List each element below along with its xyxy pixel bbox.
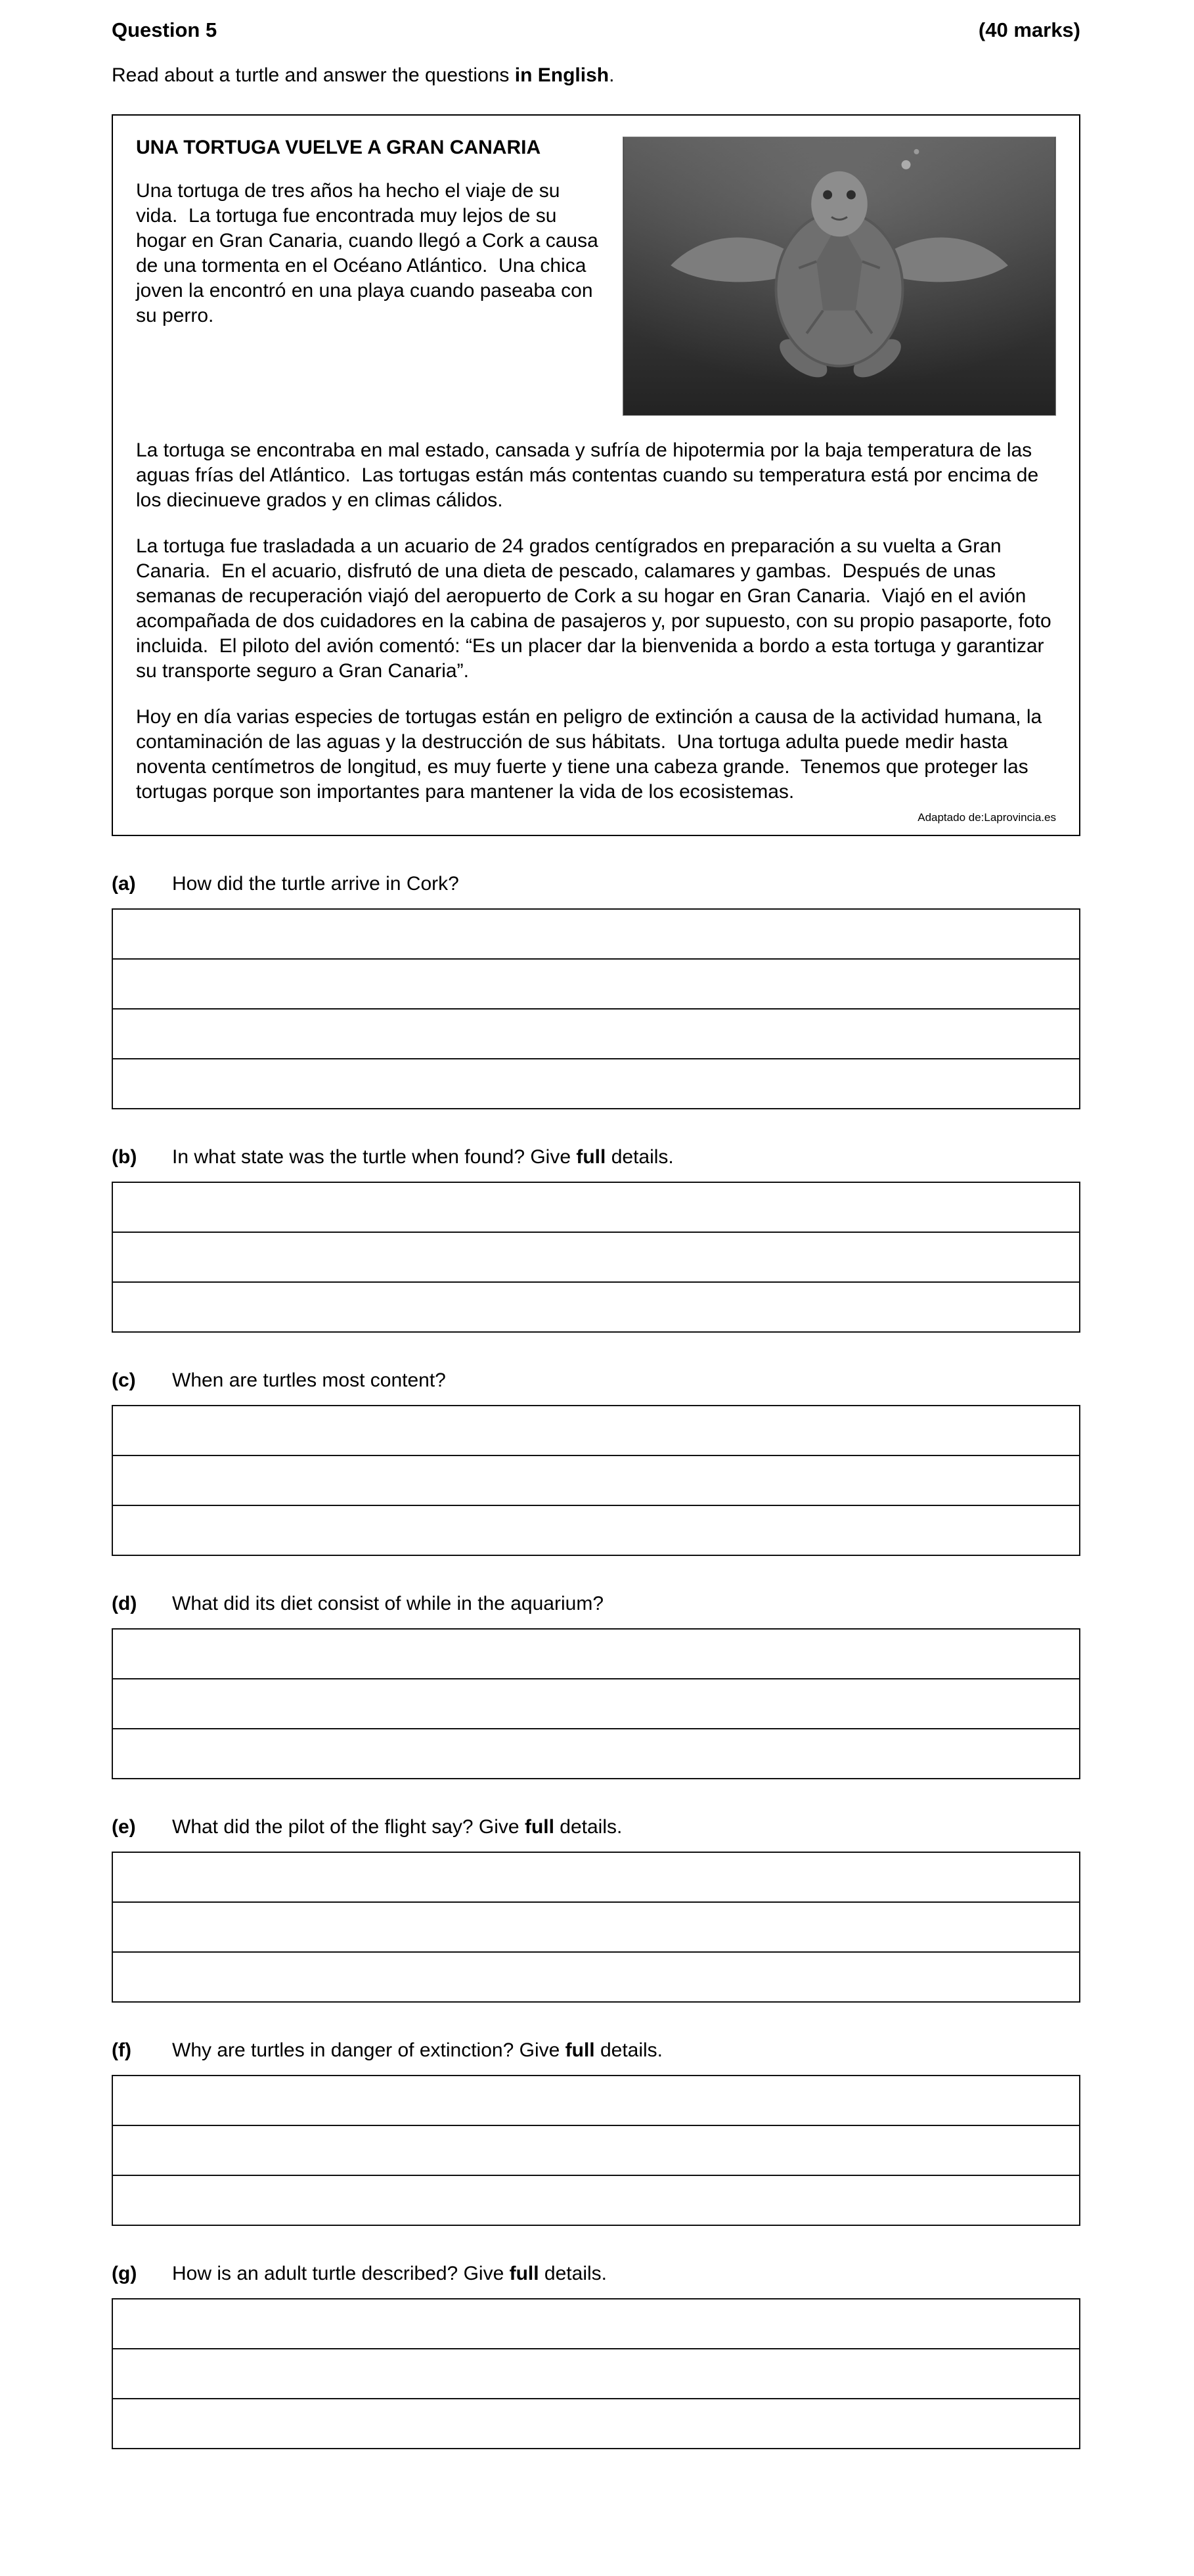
question-a-label — [112, 873, 1080, 895]
turtle-photo — [623, 137, 1056, 416]
question-g-label — [112, 2263, 1080, 2285]
passage-body — [136, 438, 1056, 805]
question-text — [172, 1816, 622, 1838]
answer-line[interactable] — [113, 1406, 1079, 1455]
passage-left-column — [136, 137, 602, 416]
answer-box-e[interactable] — [112, 1852, 1080, 2003]
question-text-bold: full — [524, 1816, 554, 1838]
question-text-post: details. — [539, 2263, 607, 2284]
question-number-heading: Question 5 — [112, 18, 217, 41]
question-letter: (b) — [112, 1146, 137, 1168]
question-e — [112, 1816, 1080, 2003]
answer-line[interactable] — [113, 1232, 1079, 1281]
answer-line[interactable] — [113, 2076, 1079, 2125]
question-text-post: details. — [606, 1146, 674, 1168]
question-letter: (a) — [112, 873, 136, 895]
answer-line[interactable] — [113, 2348, 1079, 2398]
instructions-line — [112, 64, 1080, 87]
question-text-post: details. — [594, 2039, 663, 2061]
answer-line[interactable] — [113, 910, 1079, 958]
answer-box-a[interactable] — [112, 908, 1080, 1109]
passage-paragraph-4: Hoy en día varias especies de tortugas están en peligro de extinción a causa de la actividad humana, la contaminación de las aguas y la destrucción de sus hábitats. Una tortuga adulta puede medir hasta noventa centímetros de longitud, es muy fuerte y tiene una cabeza grande. Tenemos que proteger las tortugas porque son importantes para mantener la vida de los ecosistemas. — [136, 706, 1048, 803]
page-header — [112, 18, 1080, 42]
question-text — [172, 1369, 446, 1392]
marks-label: (40 marks) — [978, 18, 1080, 41]
question-text-pre: How is an adult turtle described? Give — [172, 2263, 510, 2284]
answer-box-f[interactable] — [112, 2075, 1080, 2226]
question-text-bold: full — [509, 2263, 539, 2284]
reading-passage-box — [112, 114, 1080, 836]
passage-paragraph-1: Una tortuga de tres años ha hecho el viaje de su vida. La tortuga fue encontrada muy lejos de su hogar en Gran Canaria, cuando llegó a Cork a causa de una tormenta en el Océano Atlántico. Una chica joven la encontró en una playa cuando paseaba con su perro. — [136, 180, 604, 326]
answer-line[interactable] — [113, 1630, 1079, 1678]
question-letter: (g) — [112, 2263, 137, 2284]
question-c-label — [112, 1369, 1080, 1392]
answer-line[interactable] — [113, 2398, 1079, 2448]
question-letter: (f) — [112, 2039, 131, 2061]
question-d — [112, 1593, 1080, 1779]
answer-line[interactable] — [113, 1058, 1079, 1108]
question-f-label — [112, 2039, 1080, 2062]
question-letter: (e) — [112, 1816, 136, 1838]
question-d-label — [112, 1593, 1080, 1615]
answer-line[interactable] — [113, 2299, 1079, 2348]
passage-paragraph-2: La tortuga se encontraba en mal estado, cansada y sufría de hipotermia por la baja temperatura de las aguas frías del Atlántico. Las tortugas están más contentas cuando su temperatura está por encima de los diecinueve grados y en climas cálidos. — [136, 439, 1044, 511]
question-text-pre: How did the turtle arrive in Cork? — [172, 873, 459, 895]
question-text — [172, 873, 459, 895]
passage-top-section — [136, 137, 1056, 416]
answer-line[interactable] — [113, 1728, 1079, 1778]
answer-line[interactable] — [113, 2175, 1079, 2225]
answer-line[interactable] — [113, 1505, 1079, 1555]
question-text-pre: In what state was the turtle when found? Give — [172, 1146, 577, 1168]
question-text-bold: full — [565, 2039, 595, 2061]
answer-line[interactable] — [113, 1951, 1079, 2001]
question-text-pre: When are turtles most content? — [172, 1369, 446, 1391]
question-a — [112, 873, 1080, 1109]
passage-paragraph-3: La tortuga fue trasladada a un acuario de 24 grados centígrados en preparación a su vuelta a Gran Canaria. En el acuario, disfrutó de una dieta de pescado, calamares y gambas. Después de unas semanas de recuperación viajó del aeropuerto de Cork a su hogar en Gran Canaria. Viajó en el avión acompañada de dos cuidadores en la cabina de pasajeros y, por supuesto, con su propio pasaporte, foto incluida. El piloto del avión comentó: “Es un placer dar la bienvenida a bordo a esta tortuga y garantizar su transporte seguro a Gran Canaria”. — [136, 535, 1057, 682]
answer-line[interactable] — [113, 1455, 1079, 1505]
question-letter: (c) — [112, 1369, 136, 1391]
question-letter: (d) — [112, 1593, 137, 1614]
source-attribution: Adaptado de:Laprovincia.es — [918, 811, 1056, 824]
question-b — [112, 1146, 1080, 1333]
question-b-label — [112, 1146, 1080, 1168]
answer-line[interactable] — [113, 1183, 1079, 1232]
answer-box-d[interactable] — [112, 1628, 1080, 1779]
question-text-pre: Why are turtles in danger of extinction? Give — [172, 2039, 565, 2061]
question-text-post: details. — [554, 1816, 623, 1838]
instructions-bold: in English — [514, 64, 609, 86]
instructions-text: Read about a turtle and answer the questions — [112, 64, 515, 86]
answer-box-g[interactable] — [112, 2298, 1080, 2449]
question-e-label — [112, 1816, 1080, 1838]
answer-box-b[interactable] — [112, 1182, 1080, 1333]
answer-box-c[interactable] — [112, 1405, 1080, 1556]
question-text-pre: What did the pilot of the flight say? Give — [172, 1816, 525, 1838]
answer-line[interactable] — [113, 1678, 1079, 1728]
answer-line[interactable] — [113, 958, 1079, 1008]
answer-line[interactable] — [113, 2125, 1079, 2175]
question-text — [172, 2263, 607, 2285]
answer-line[interactable] — [113, 1008, 1079, 1058]
question-text — [172, 2039, 663, 2062]
passage-title: UNA TORTUGA VUELVE A GRAN CANARIA — [136, 137, 541, 158]
instructions-end: . — [609, 64, 615, 86]
question-text — [172, 1146, 674, 1168]
answer-line[interactable] — [113, 1901, 1079, 1951]
question-f — [112, 2039, 1080, 2226]
answer-line[interactable] — [113, 1281, 1079, 1331]
question-c — [112, 1369, 1080, 1556]
question-text-bold: full — [576, 1146, 606, 1168]
turtle-illustration — [623, 137, 1055, 415]
question-text — [172, 1593, 604, 1615]
question-text-pre: What did its diet consist of while in the aquarium? — [172, 1593, 604, 1614]
question-g — [112, 2263, 1080, 2449]
answer-line[interactable] — [113, 1853, 1079, 1901]
